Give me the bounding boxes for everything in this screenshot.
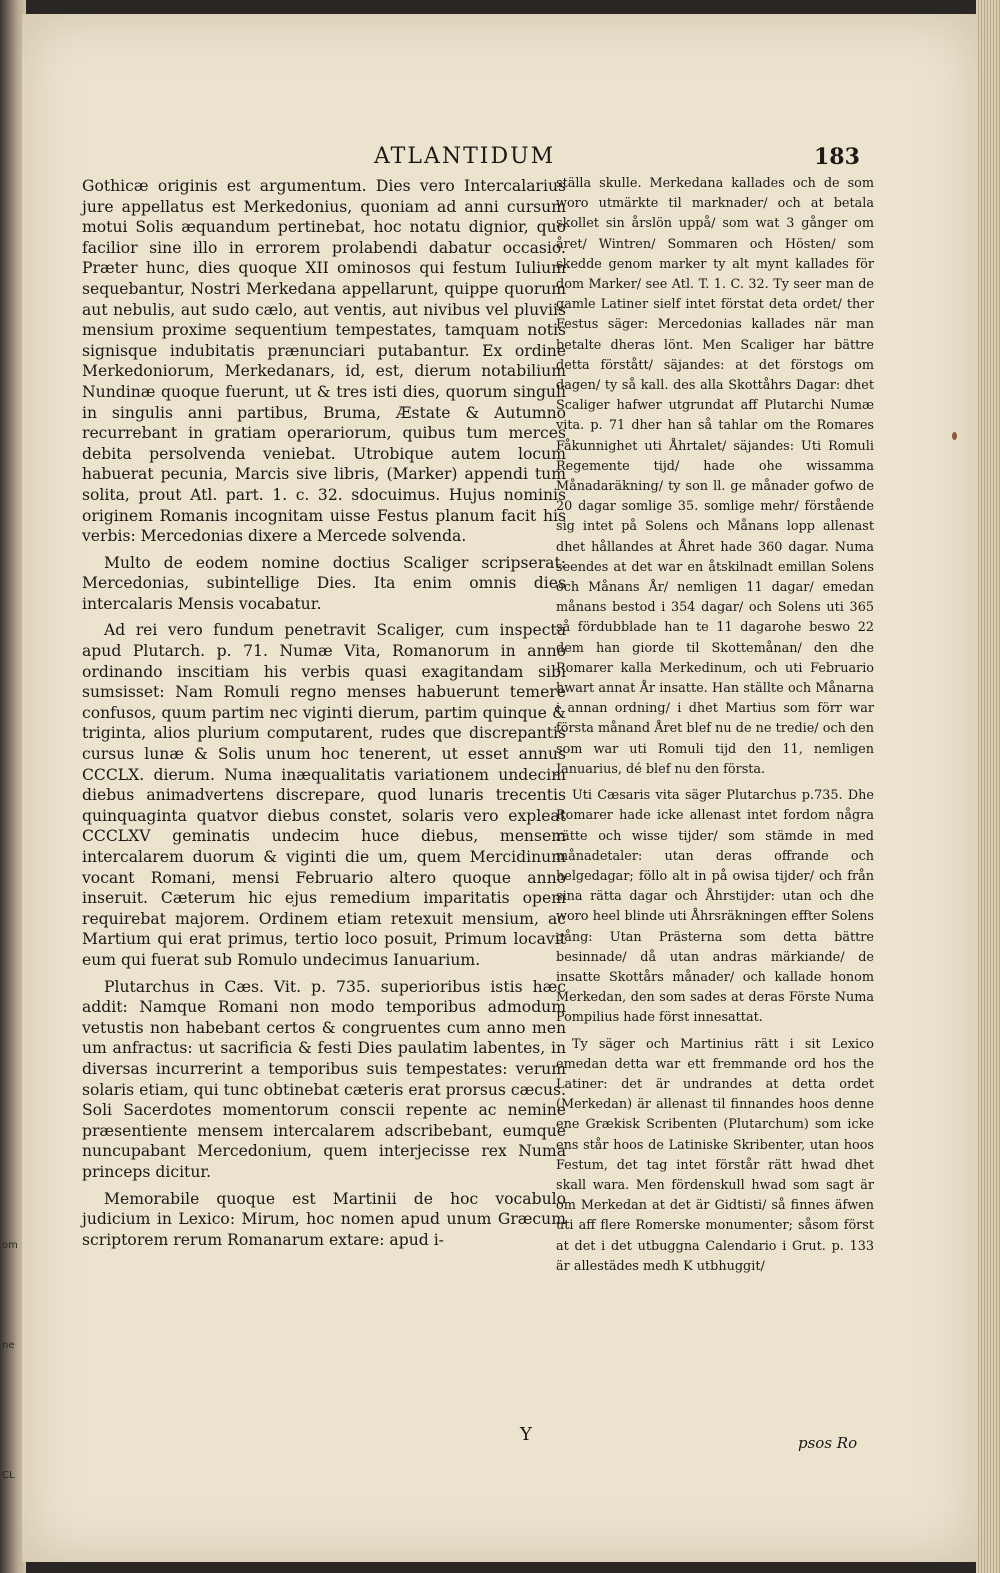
latin-paragraph: Plutarchus in Cæs. Vit. p. 735. superioribus istis hæc addit: Namque Romani non modo temporibus admodum vetustis non habebant certos & congruentes cum anno men um anfractus: ut sacrificia & festi Dies paulatim labentes, in diversas incurrerint a temporibus suis tempestates: verum solaris etiam, qui tunc obtinebat cæteris erat prorsus cæcus. Soli Sacerdotes momentorum conscii repente ac nemine præsentiente mensem intercalarem adscribebant, eumque nuncupabant Mercedonium, quem interjecisse rex Numa princeps dicitur.	[82, 977, 566, 1181]
latin-paragraph: Gothicæ originis est argumentum. Dies vero Intercalarius jure appellatus est Merkedonius, quoniam ad anni cursum motui Solis æquandum pertinebat, hoc notatu dignior, quo facilior sine illo in errorem prolabendi dabatur occasio. Præter hunc, dies quoque XII ominosos qui festum Iulium sequebantur, Nostri Merkedana appellarunt, quippe quorum aut nebulis, aut sudo cælo, aut ventis, aut nivibus vel pluviis mensium proxime sequentium tempestates, tamquam notis signisque indubitatis prænunciari putabantur. Ex ordine Merkedoniorum, Merkedanars, id, est, dierum notabilium Nundinæ quoque fuerunt, ut & tres isti dies, quorum singuli in singulis anni partibus, Bruma, Æstate & Autumno recurrebant in gratiam operariorum, quibus tum merces debita persolvenda veniebat. Utrobique autem locum habuerat pecunia, Marcis sive libris, (Marker) appendi tum solita, prout Atl. part. 1. c. 32. sdocuimus. Hujus nominis originem Romanis incognitam uisse Festus planum facit his verbis: Mercedonias dixere a Mercede solvenda.	[82, 177, 566, 546]
latin-paragraph: Ad rei vero fundum penetravit Scaliger, cum inspecta apud Plutarch. p. 71. Numæ Vita, Romanorum in anno ordinando inscitiam his verbis quasi exagitandam sibi sumsisset: Nam Romuli regno menses habuerunt temere confusos, quum partim nec viginti dierum, partim quinque & triginta, alios plurium computarent, rudes que discrepantis cursus lunæ & Solis unum hoc tenerent, ut esset annus CCCLX. dierum. Numa inæqualitatis variationem undecim diebus animadvertens discrepare, quod lunaris trecentis quinquaginta quatvor diebus constet, solaris vero expleat CCCLXV geminatis undecim huce diebus, mensem intercalarem duorum & viginti die um, quem Mercidinum vocant Romani, mensi Februario altero quoque anno inseruit. Cæterum hic ejus remedium imparitatis opem requirebat majorem. Ordinem etiam retexuit mensium, ac Martium qui erat primus, tertio loco posuit, Primum locavit eum qui fuerat sub Romulo undecimus Ianuarium.	[82, 621, 566, 969]
swedish-paragraph: ställa skulle. Merkedana kallades och de som woro utmärkte til marknader/ och at betala skollet sin årslön uppå/ som wat 3 gånger om året/ Wintren/ Sommaren och Hösten/ som skedde genom marker ty alt mynt kallades för dom Marker/ see Atl. T. 1. C. 32. Ty seer man de gamle Latiner sielf intet förstat deta ordet/ ther Festus säger: Mercedonias kallades när man betalte dheras lönt. Men Scaliger har bättre detta förstått/ säjandes: at det förstogs om dagen/ ty så kall. des alla Skottåhrs Dagar: dhet Scaliger hafwer utgrundat aff Plutarchi Numæ vita. p. 71 dher han så tahlar om the Romares Fåkunnighet uti Åhrtalet/ säjandes: Uti Romuli Regemente tijd/ hade ohe wissamma Månadaräkning/ ty son ll. ge månader gofwo de 20 dagar somlige 35. somlige mehr/ förstående sig intet på Solens och Månans lopp allenast dhet hållandes at Åhret hade 360 dagar. Numa seendes at det war en åtskilnadt emillan Solens och Månans År/ nemligen 11 dagar/ emedan månans bestod i 354 dagar/ och Solens uti 365 så fördubblade han te 11 dagarohe beswo 22 dem han giorde til Skottemånan/ den dhe Romarer kalla Merkedinum, och uti Februario hwart annat År insatte. Han ställte och Månarna i annan ordning/ i dhet Martius som förr war första månand Året blef nu de ne tredie/ och den som war uti Romuli tijd den 11, nemligen Januarius, dé blef nu den första.	[556, 176, 874, 777]
running-title: ATLANTIDUM	[374, 144, 556, 169]
latin-paragraph: Memorabile quoque est Martinii de hoc vocabulo judicium in Lexico: Mirum, hoc nomen apud unum Græcum scriptorem rerum Romanarum extare: apud i-	[82, 1189, 566, 1249]
page-number: 183	[814, 144, 860, 170]
ink-stain	[952, 432, 957, 440]
page-header	[22, 144, 978, 174]
signature-mark: Y	[520, 1424, 532, 1445]
latin-paragraph: Multo de eodem nomine doctius Scaliger scripserat: Mercedonias, subintellige Dies. Ita enim omnis dies intercalaris Mensis vocabatur.	[82, 553, 566, 613]
binding-margin-mark: om	[2, 1240, 18, 1251]
latin-column	[82, 176, 566, 1256]
page-edges	[976, 0, 1000, 1573]
book-page	[22, 14, 978, 1562]
swedish-column	[556, 174, 874, 1283]
swedish-paragraph: Uti Cæsaris vita säger Plutarchus p.735. Dhe Romarer hade icke allenast intet fordom några rätte och wisse tijder/ som stämde in med månadetaler: utan deras offrande och helgedagar; föllo alt in på owisa tijder/ och från sina rätta dagar och Åhrstijder: utan och dhe woro heel blinde uti Åhrsräkningen effter Solens gång: Utan Prästerna som detta bättre besinnade/ då utan andras märkiande/ de insatte Skottårs månader/ och kallade honom Merkedan, den som sades at deras Förste Numa Pompilius hade först innesattat.	[556, 788, 874, 1026]
binding-margin-mark: CL	[2, 1470, 15, 1481]
catchword: psos Ro	[798, 1434, 858, 1452]
binding-margin-mark: ne	[2, 1340, 15, 1351]
swedish-paragraph: Ty säger och Martinius rätt i sit Lexico emedan detta war ett fremmande ord hos the Latiner: det är undrandes at detta ordet (Merkedan) är allenast til finnandes hoos denne ene Grækisk Scribenten (Plutarchum) som icke ens står hoos de Latiniske Skribenter, utan hoos Festum, det tag intet förstår rätt hwad dhet skall wara. Men fördenskull hwad som sagt är om Merkedan at det är Gidtisti/ så finnes äfwen uti aff flere Romerske monumenter; såsom först at det i det utbuggna Calendario i Grut. p. 133 är allestädes medh K utbhuggit/	[556, 1036, 874, 1274]
